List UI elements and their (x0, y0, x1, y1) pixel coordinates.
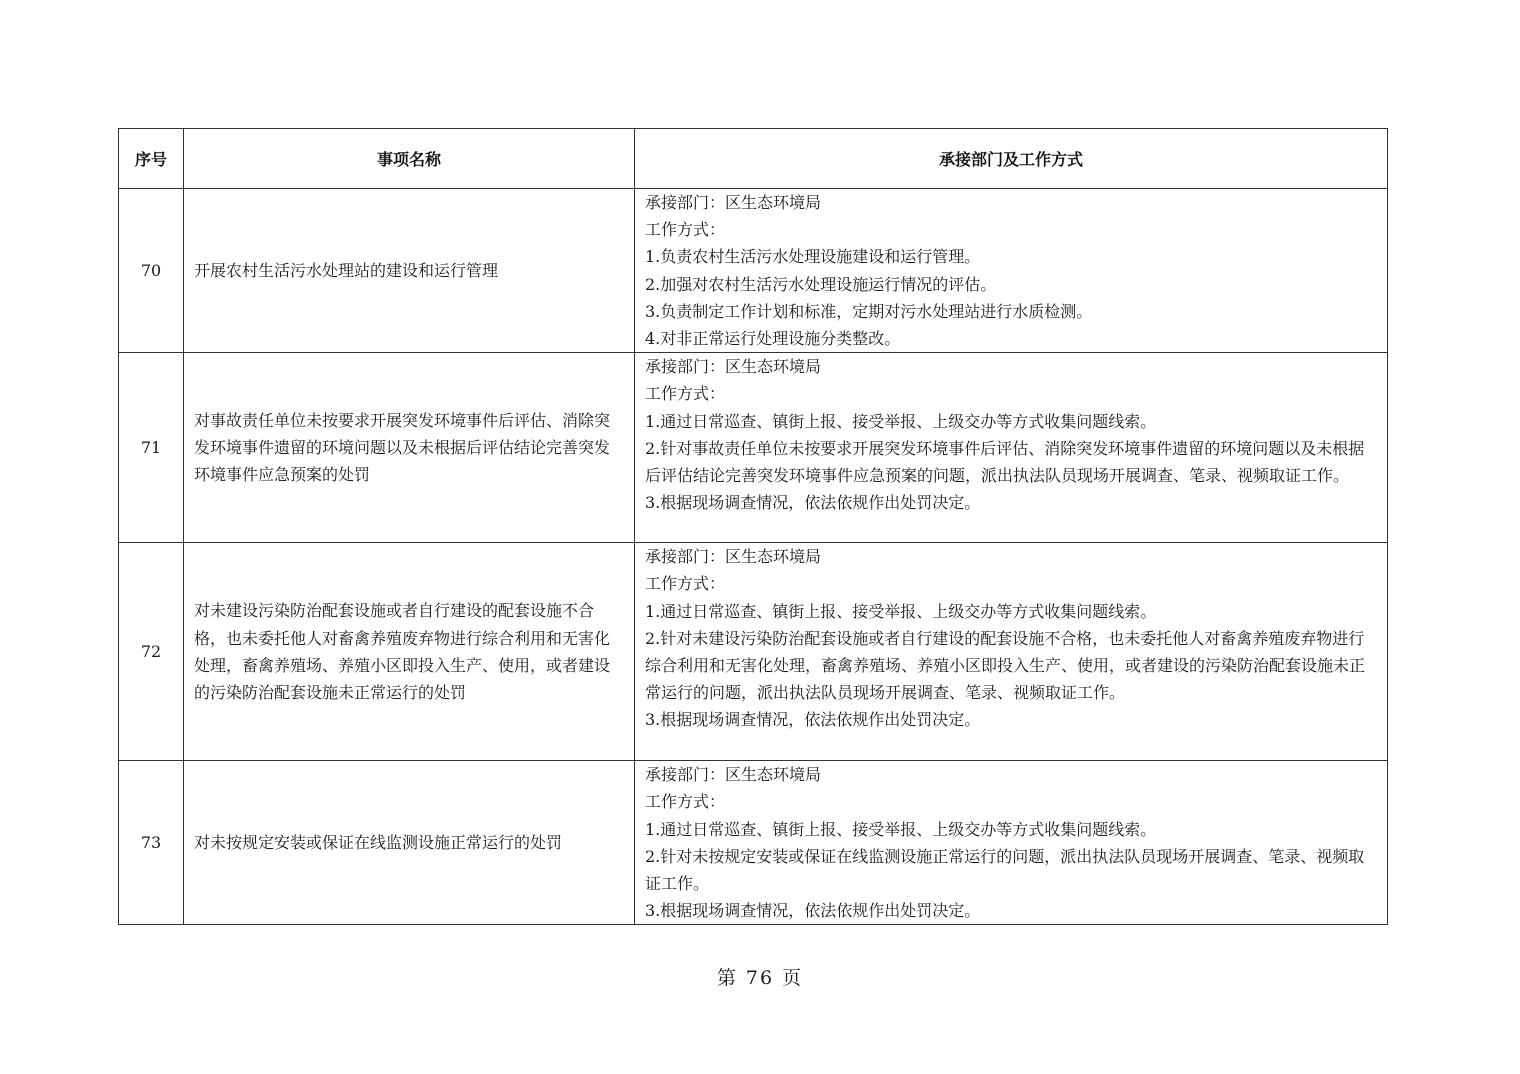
page-number: 第 76 页 (716, 967, 804, 989)
row-serial-number: 71 (119, 353, 184, 543)
method-item: 4.对非正常运行处理设施分类整改。 (645, 329, 901, 349)
method-item: 3.根据现场调查情况，依法依规作出处罚决定。 (645, 901, 981, 921)
method-label: 工作方式： (645, 574, 726, 594)
method-item: 3.负责制定工作计划和标准，定期对污水处理站进行水质检测。 (645, 301, 1093, 321)
method-item: 2.针对未建设污染防治配套设施或者自行建设的配套设施不合格，也未委托他人对畜禽养殖废弃物进行综合利用和无害化处理，畜禽养殖场、养殖小区即投入生产、使用，或者建设的污染防治配套设施未正常运行的问题，派出执法队员现场开展调查、笔录、视频取证工作。 (645, 628, 1366, 703)
table-row (119, 189, 1388, 353)
method-label: 工作方式： (645, 220, 726, 240)
department-line: 承接部门：区生态环境局 (645, 547, 822, 567)
row-matter-name: 对事故责任单位未按要求开展突发环境事件后评估、消除突发环境事件遗留的环境问题以及未根据后评估结论完善突发环境事件应急预案的处罚 (184, 353, 635, 543)
method-item: 1.通过日常巡查、镇街上报、接受举报、上级交办等方式收集问题线索。 (645, 411, 1157, 431)
row-department-method (635, 761, 1388, 925)
row-department-method (635, 189, 1388, 353)
row-matter-name: 对未按规定安装或保证在线监测设施正常运行的处罚 (184, 761, 635, 925)
method-item: 2.加强对农村生活污水处理设施运行情况的评估。 (645, 274, 997, 294)
row-department-method (635, 353, 1388, 543)
row-department-method (635, 543, 1388, 761)
method-item: 3.根据现场调查情况，依法依规作出处罚决定。 (645, 493, 981, 513)
header-department-method: 承接部门及工作方式 (635, 129, 1388, 189)
method-item: 2.针对未按规定安装或保证在线监测设施正常运行的问题，派出执法队员现场开展调查、笔录、视频取证工作。 (645, 846, 1365, 894)
table-row (119, 543, 1388, 761)
method-label: 工作方式： (645, 792, 726, 812)
department-line: 承接部门：区生态环境局 (645, 193, 822, 212)
table-header-row (119, 129, 1388, 189)
method-item: 3.根据现场调查情况，依法依规作出处罚决定。 (645, 710, 981, 730)
department-line: 承接部门：区生态环境局 (645, 357, 822, 377)
table-row (119, 353, 1388, 543)
department-line: 承接部门：区生态环境局 (645, 765, 822, 785)
method-item: 1.负责农村生活污水处理设施建设和运行管理。 (645, 247, 981, 267)
matters-table (118, 128, 1388, 925)
method-item: 1.通过日常巡查、镇街上报、接受举报、上级交办等方式收集问题线索。 (645, 601, 1157, 621)
row-serial-number: 70 (119, 189, 184, 353)
method-item: 1.通过日常巡查、镇街上报、接受举报、上级交办等方式收集问题线索。 (645, 819, 1157, 839)
row-serial-number: 73 (119, 761, 184, 925)
row-matter-name: 对未建设污染防治配套设施或者自行建设的配套设施不合格，也未委托他人对畜禽养殖废弃物进行综合利用和无害化处理，畜禽养殖场、养殖小区即投入生产、使用，或者建设的污染防治配套设施未正常运行的处罚 (184, 543, 635, 761)
table-row (119, 761, 1388, 925)
method-item: 2.针对事故责任单位未按要求开展突发环境事件后评估、消除突发环境事件遗留的环境问题以及未根据后评估结论完善突发环境事件应急预案的问题，派出执法队员现场开展调查、笔录、视频取证工作。 (645, 438, 1365, 486)
header-serial-number: 序号 (119, 129, 184, 189)
row-serial-number: 72 (119, 543, 184, 761)
row-matter-name: 开展农村生活污水处理站的建设和运行管理 (184, 189, 635, 353)
header-matter-name: 事项名称 (184, 129, 635, 189)
method-label: 工作方式： (645, 384, 726, 404)
